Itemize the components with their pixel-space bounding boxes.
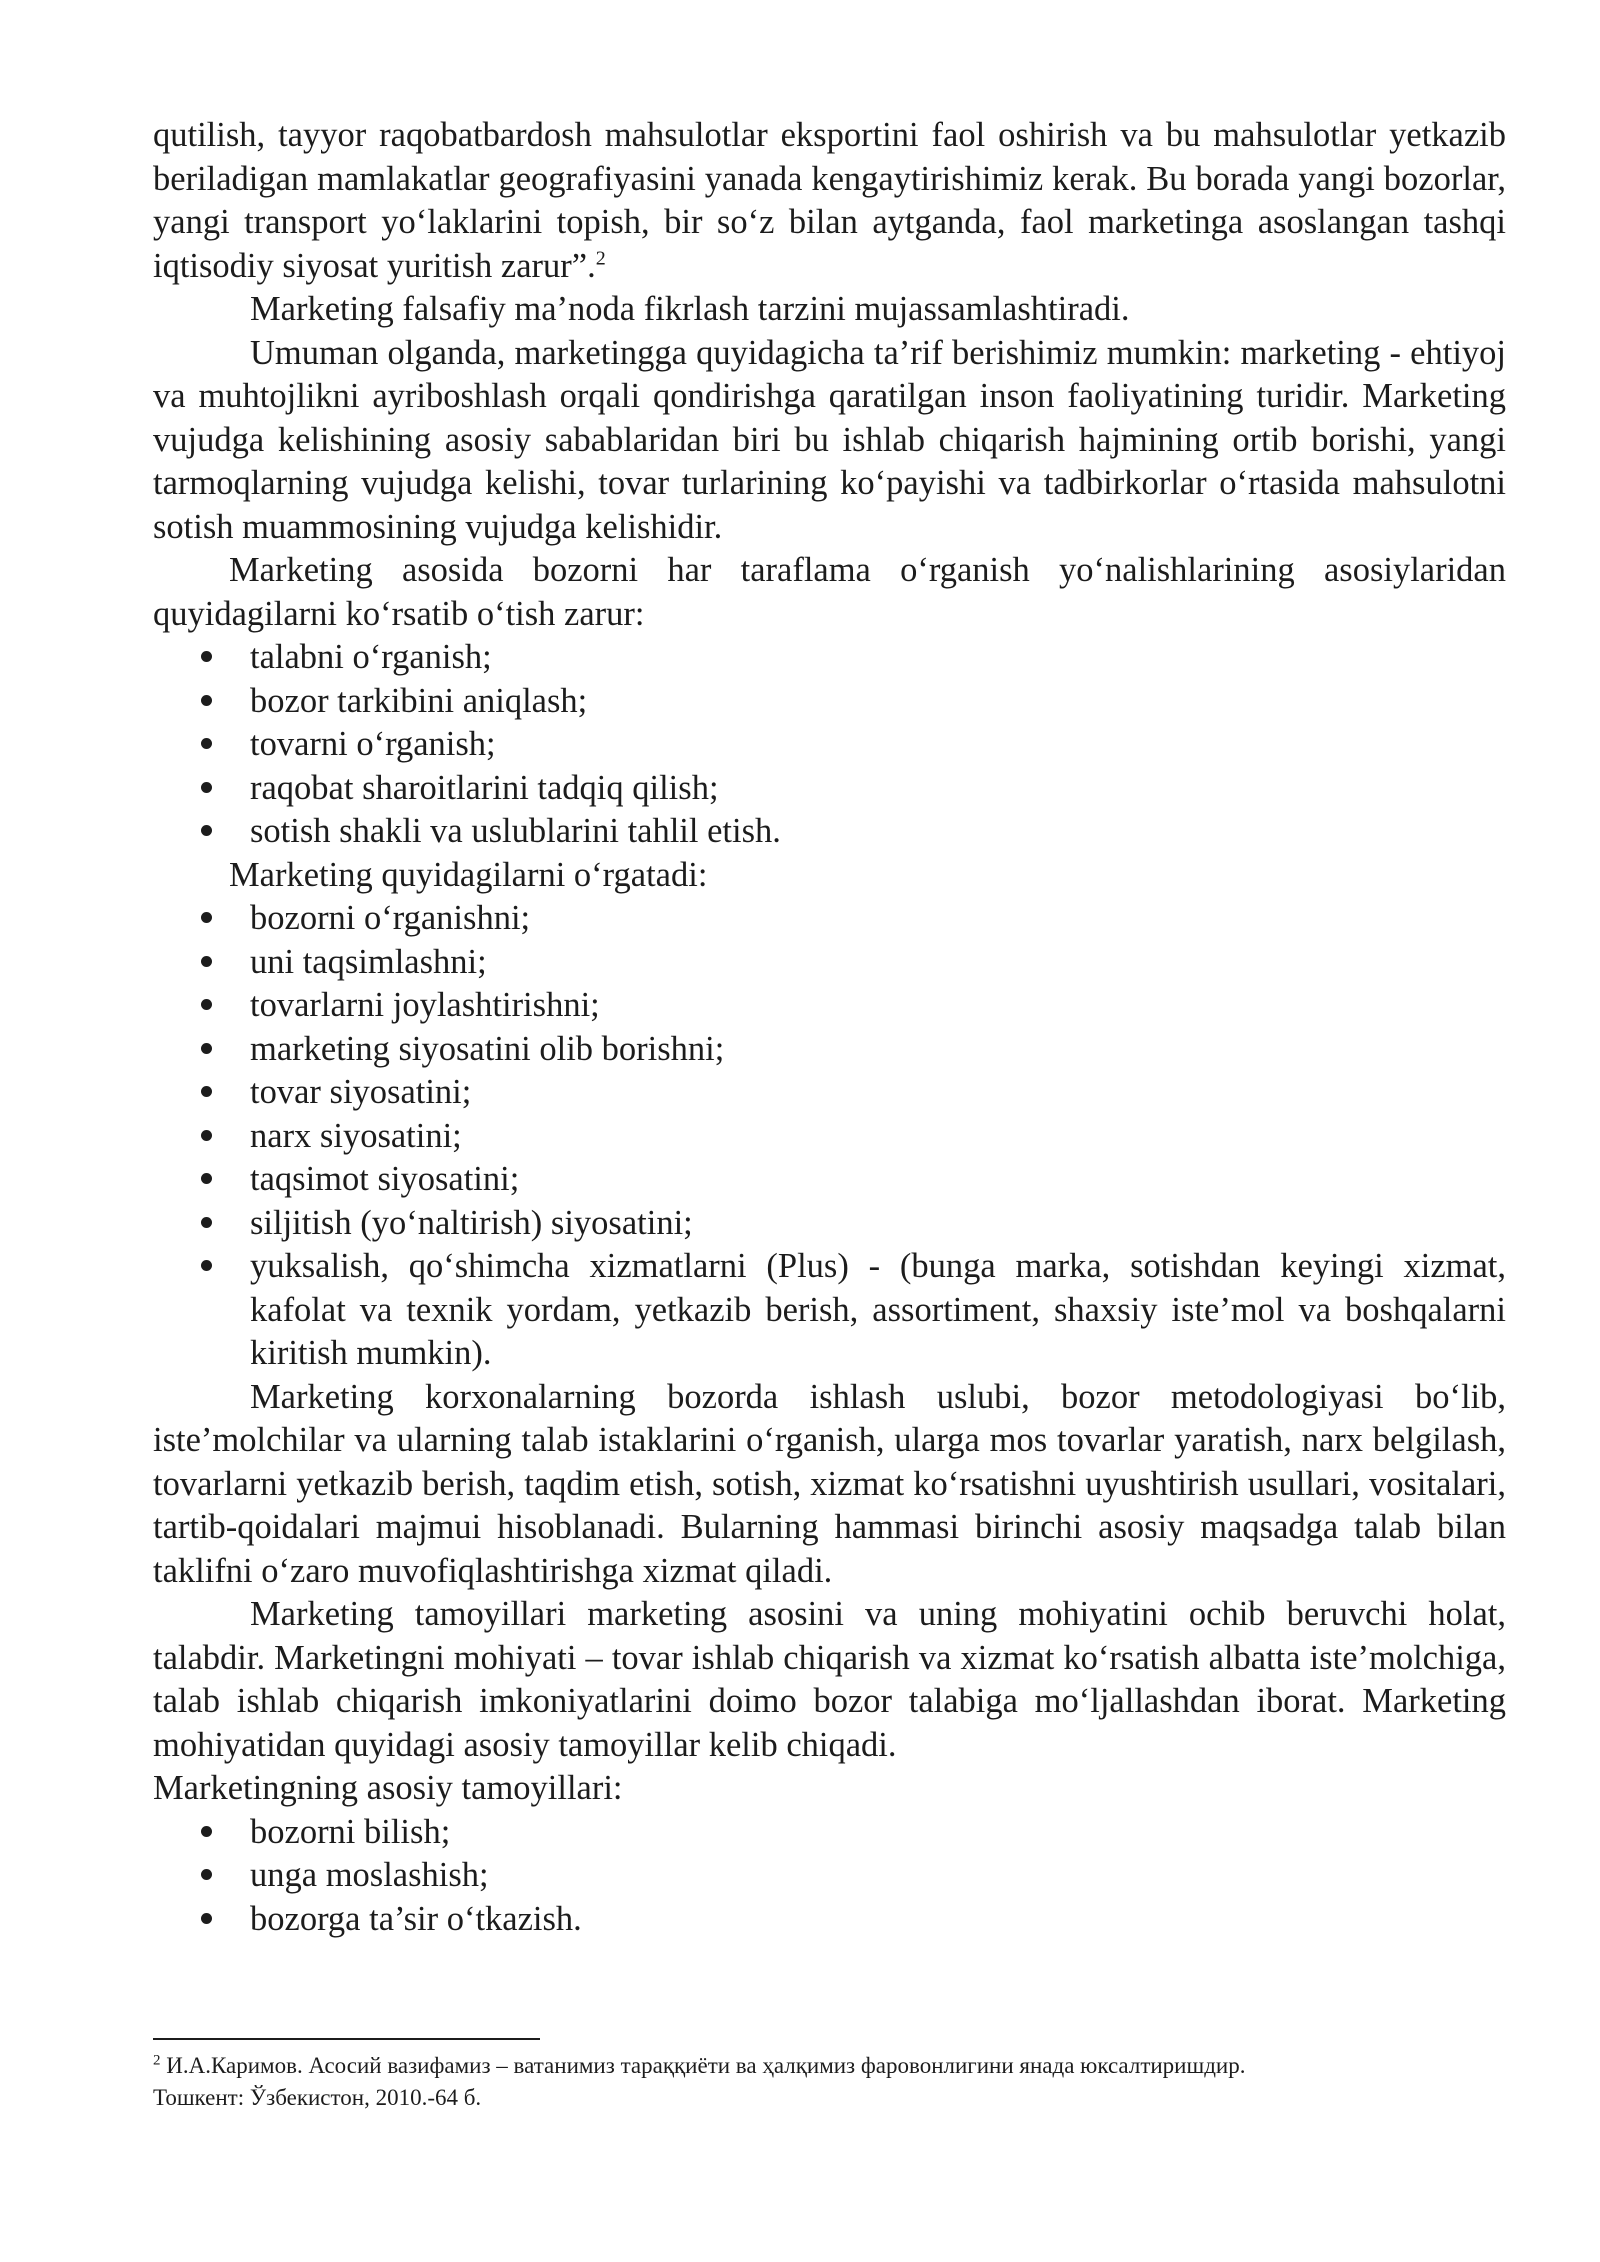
list-item-text: raqobat sharoitlarini tadqiq qilish;: [250, 768, 719, 807]
list-item-text: sotish shakli va uslublarini tahlil etish.: [250, 812, 781, 850]
list-item-text: yuksalish, qo‘shimcha xizmatlarni (Plus) - (bunga marka, sotishdan keyingi xizmat, kafolat va texnik yordam, yetkazib berish, assortiment, shaxsiy iste’mol va boshqalarni kiritish mumkin).: [250, 1247, 1506, 1372]
bullet-icon: [201, 1173, 212, 1184]
list-item-text: bozorni o‘rganishni;: [250, 899, 531, 937]
bullet-icon: [201, 651, 212, 662]
list-item: [153, 897, 1506, 941]
list-item: [153, 810, 1506, 854]
list-item-text: tovarni o‘rganish;: [250, 725, 496, 763]
document-body: [153, 114, 1506, 1941]
list-item: [153, 941, 1506, 985]
paragraph: Marketing korxonalarning bozorda ishlash uslubi, bozor metodologiyasi bo‘lib, iste’molchilar va ularning talab istaklarini o‘rganish, ularga mos tovarlar yaratish, narx belgilash, tovarlarni yetkazib berish, taqdim etish, sotish, xizmat ko‘rsatishni uyushtirish usullari, vositalari, tartib-qoidalari majmui hisoblanadi. Bularning hammasi birinchi asosiy maqsadga talab bilan taklifni o‘zaro muvofiqlashtirishga xizmat qiladi.: [153, 1377, 1506, 1590]
list-item-text: siljitish (yo‘naltirish) siyosatini;: [250, 1203, 693, 1242]
bullet-icon: [201, 912, 212, 923]
bullet-icon: [201, 738, 212, 749]
paragraph: Marketingning asosiy tamoyillari:: [153, 1769, 623, 1807]
bullet-icon: [201, 1869, 212, 1880]
footnote: [153, 2050, 1506, 2114]
list-item-text: taqsimot siyosatini;: [250, 1160, 520, 1198]
footnote-number: 2: [153, 2052, 161, 2069]
list-item: [153, 1898, 1506, 1942]
bullet-icon: [201, 825, 212, 836]
list-item-text: bozorni bilish;: [250, 1812, 451, 1851]
list-item-text: unga moslashish;: [250, 1856, 489, 1894]
list-item-text: tovar siyosatini;: [250, 1073, 472, 1111]
list-item-text: marketing siyosatini olib borishni;: [250, 1029, 725, 1068]
bullet-icon: [201, 956, 212, 967]
bullet-icon: [201, 695, 212, 706]
paragraph-text: qutilish, tayyor raqobatbardosh mahsulotlar eksportini faol oshirish va bu mahsulotlar yetkazib beriladigan mamlakatlar geografiyasini yanada kengaytirishimiz kerak. Bu borada yangi bozorlar, yangi transport yo‘laklarini topish, bir so‘z bilan aytganda, faol marketinga asoslangan tashqi iqtisodiy siyosat yuritish zarur”.: [153, 116, 1506, 285]
footnote-reference[interactable]: 2: [595, 247, 606, 269]
bullet-icon: [201, 999, 212, 1010]
bullet-icon: [201, 1086, 212, 1097]
list-item: [153, 1071, 1506, 1115]
paragraph: Marketing asosida bozorni har taraflama o‘rganish yo‘nalishlarining asosiylaridan quyidagilarni ko‘rsatib o‘tish zarur:: [153, 551, 1506, 633]
list-item: [153, 984, 1506, 1028]
list-item: [153, 636, 1506, 680]
paragraph: Marketing quyidagilarni o‘rgatadi:: [229, 855, 708, 894]
list-item: [153, 1115, 1506, 1159]
bullet-list-principles: [153, 1811, 1506, 1942]
list-item: [153, 1028, 1506, 1072]
list-item: [153, 767, 1506, 811]
paragraph: Marketing falsafiy ma’noda fikrlash tarzini mujassamlashtiradi.: [250, 290, 1130, 328]
list-item: [153, 680, 1506, 724]
footnote-text: И.А.Каримов. Асосий вазифамиз – ватанимиз тараққиёти ва ҳалқимиз фаровонлигини янада юксалтиришдир.: [166, 2053, 1246, 2078]
list-item: [153, 723, 1506, 767]
list-item: [153, 1811, 1506, 1855]
footnote-line: [153, 2050, 1506, 2082]
paragraph: [153, 114, 1506, 288]
bullet-list-teaches: [153, 897, 1506, 1376]
bullet-icon: [201, 1217, 212, 1228]
footnote-separator: [153, 2038, 540, 2040]
footnote-line: Тошкент: Ўзбекистон, 2010.-64 б.: [153, 2085, 482, 2110]
bullet-icon: [201, 1260, 212, 1271]
paragraph: Umuman olganda, marketingga quyidagicha ta’rif berishimiz mumkin: marketing - ehtiyoj va muhtojlikni ayriboshlash orqali qondirishga qaratilgan inson faoliyatining turidir. Marketing vujudga kelishining asosiy sabablaridan biri bu ishlab chiqarish hajmining ortib borishi, yangi tarmoqlarning vujudga kelishi, tovar turlarining ko‘payishi va tadbirkorlar o‘rtasida mahsulotni sotish muammosining vujudga kelishidir.: [153, 333, 1506, 546]
list-item: [153, 1854, 1506, 1898]
list-item-text: bozorga ta’sir o‘tkazish.: [250, 1899, 582, 1938]
bullet-icon: [201, 1826, 212, 1837]
list-item-text: talabni o‘rganish;: [250, 638, 492, 676]
list-item: [153, 1245, 1506, 1376]
paragraph: Marketing tamoyillari marketing asosini va uning mohiyatini ochib beruvchi holat, talabdir. Marketingni mohiyati – tovar ishlab chiqarish va xizmat ko‘rsatish albatta iste’molchiga, talab ishlab chiqarish imkoniyatlarini doimo bozor talabiga mo‘ljallashdan iborat. Marketing mohiyatidan quyidagi asosiy tamoyillar kelib chiqadi.: [153, 1595, 1506, 1764]
bullet-icon: [201, 1913, 212, 1924]
bullet-icon: [201, 782, 212, 793]
bullet-list-research: [153, 636, 1506, 854]
list-item-text: tovarlarni joylashtirishni;: [250, 986, 600, 1024]
list-item: [153, 1158, 1506, 1202]
list-item-text: bozor tarkibini aniqlash;: [250, 681, 588, 720]
list-item: [153, 1202, 1506, 1246]
list-item-text: narx siyosatini;: [250, 1116, 462, 1155]
list-item-text: uni taqsimlashni;: [250, 942, 487, 981]
bullet-icon: [201, 1043, 212, 1054]
bullet-icon: [201, 1130, 212, 1141]
